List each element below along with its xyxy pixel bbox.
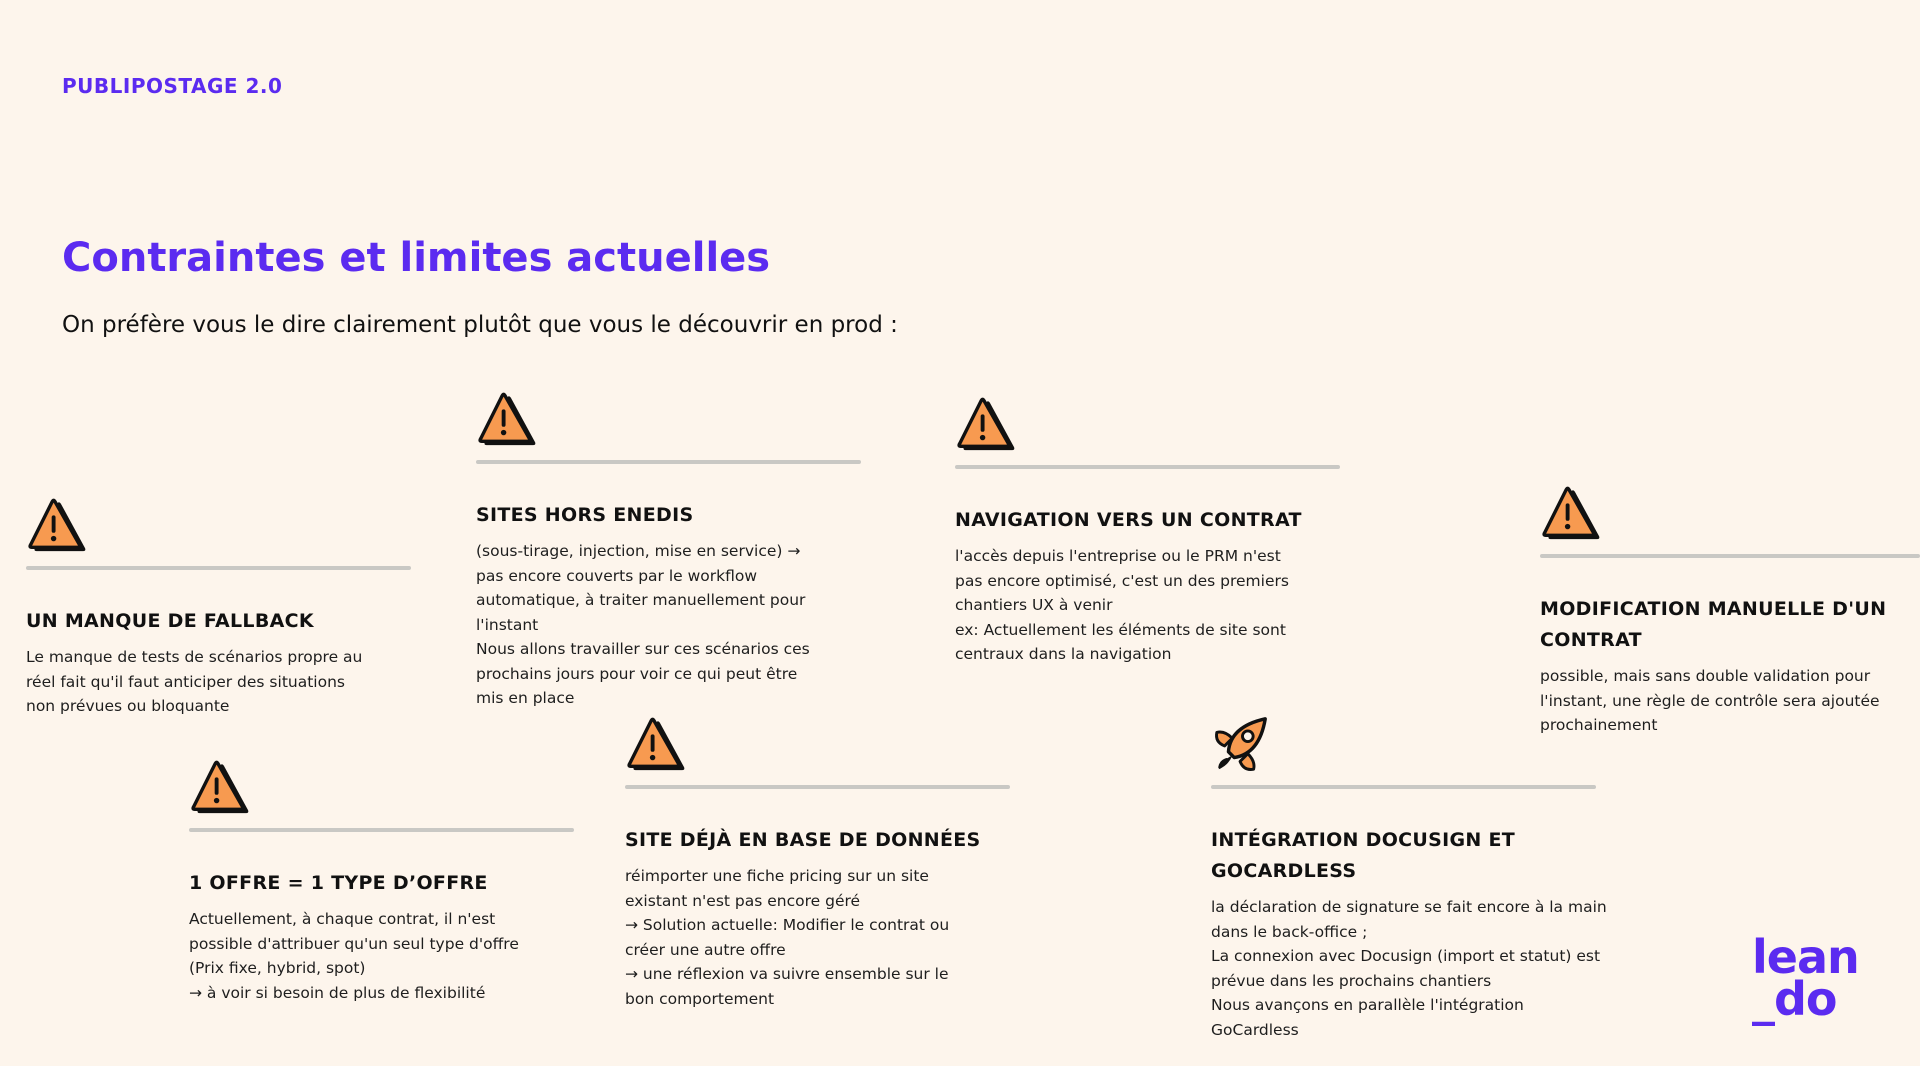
card-line: La connexion avec Docusign (import et statut) est — [1211, 947, 1601, 965]
constraint-card-modification-manuelle — [1540, 482, 1920, 738]
card-title: MODIFICATION MANUELLE D'UN CONTRAT — [1540, 598, 1887, 651]
card-divider — [1540, 554, 1920, 558]
card-line: chantiers UX à venir — [955, 596, 1113, 614]
card-line: Nous allons travailler sur ces scénarios ces — [476, 640, 810, 658]
constraint-card-docusign-gocardless — [1211, 713, 1661, 1042]
card-line: centraux dans la navigation — [955, 645, 1172, 663]
card-divider — [955, 465, 1340, 469]
card-divider — [26, 566, 411, 570]
card-body — [955, 544, 1340, 667]
card-line: l'accès depuis l'entreprise ou le PRM n'est — [955, 547, 1281, 565]
page-subtitle: On préfère vous le dire clairement plutôt que vous le découvrir en prod : — [62, 312, 898, 338]
card-line: créer une autre offre — [625, 940, 786, 959]
card-line: l'instant — [476, 615, 539, 634]
constraint-card-site-deja-en-base — [625, 713, 1010, 1011]
card-line: existant n'est pas encore géré — [625, 891, 861, 910]
card-title: 1 OFFRE = 1 TYPE D’OFFRE — [189, 872, 488, 894]
card-divider — [189, 828, 574, 832]
card-line: Actuellement, à chaque contrat, il n'est — [189, 910, 496, 928]
card-line: Le manque de tests de scénarios propre au — [26, 648, 363, 666]
card-line: possible, mais sans double validation pour — [1540, 667, 1871, 685]
warning-icon — [955, 393, 1017, 455]
card-line: prochainement — [1540, 716, 1658, 734]
card-line: pas encore couverts par le workflow — [476, 566, 758, 585]
card-line: GoCardless — [1211, 1020, 1299, 1039]
card-line: automatique, à traiter manuellement pour — [476, 591, 806, 609]
card-line: réimporter une fiche pricing sur un site — [625, 867, 929, 885]
warning-icon — [625, 713, 687, 775]
card-body — [26, 645, 411, 719]
constraint-card-navigation — [955, 393, 1340, 667]
warning-icon — [189, 756, 251, 818]
card-title: UN MANQUE DE FALLBACK — [26, 610, 314, 632]
card-line: prochains jours pour voir ce qui peut être — [476, 664, 798, 683]
warning-icon — [476, 388, 538, 450]
card-body — [189, 907, 574, 1005]
card-divider — [625, 785, 1010, 789]
card-line: dans le back-office ; — [1211, 922, 1368, 941]
card-line: (sous-tirage, injection, mise en service) → — [476, 542, 801, 560]
card-title: SITES HORS ENEDIS — [476, 504, 694, 526]
warning-icon — [1540, 482, 1602, 544]
card-line: pas encore optimisé, c'est un des premiers — [955, 571, 1289, 590]
card-title: NAVIGATION VERS UN CONTRAT — [955, 509, 1302, 531]
card-body — [1211, 895, 1661, 1042]
card-divider — [476, 460, 861, 464]
card-line: Nous avançons en parallèle l'intégration — [1211, 996, 1524, 1014]
card-title: SITE DÉJÀ EN BASE DE DONNÉES — [625, 829, 981, 851]
logo-line-1: lean — [1752, 930, 1859, 984]
rocket-icon — [1211, 713, 1273, 775]
card-line: non prévues ou bloquante — [26, 697, 230, 715]
card-body — [476, 539, 861, 711]
card-divider — [1211, 785, 1596, 789]
card-line: (Prix fixe, hybrid, spot) — [189, 959, 366, 977]
card-line: → Solution actuelle: Modifier le contrat ou — [625, 916, 950, 934]
card-line: bon comportement — [625, 989, 775, 1008]
card-body — [625, 864, 1010, 1011]
brand-logo — [1752, 930, 1859, 1026]
warning-icon — [26, 494, 88, 556]
card-line: la déclaration de signature se fait encore à la main — [1211, 898, 1607, 916]
card-line: → une réflexion va suivre ensemble sur le — [625, 965, 949, 983]
constraint-card-offre-type — [189, 756, 574, 1005]
card-line: mis en place — [476, 689, 575, 707]
card-line: l'instant, une règle de contrôle sera ajoutée — [1540, 691, 1880, 710]
card-line: ex: Actuellement les éléments de site sont — [955, 620, 1286, 639]
constraint-card-sites-hors-enedis — [476, 388, 861, 711]
card-line: → à voir si besoin de plus de flexibilité — [189, 983, 486, 1002]
logo-line-2: _do — [1752, 972, 1837, 1026]
card-line: prévue dans les prochains chantiers — [1211, 971, 1492, 990]
card-line: réel fait qu'il faut anticiper des situations — [26, 672, 345, 691]
page-title: Contraintes et limites actuelles — [62, 235, 771, 281]
card-line: possible d'attribuer qu'un seul type d'offre — [189, 934, 519, 953]
constraint-card-fallback — [26, 494, 411, 719]
card-title: INTÉGRATION DOCUSIGN ET GOCARDLESS — [1211, 829, 1516, 882]
eyebrow-label: PUBLIPOSTAGE 2.0 — [62, 74, 283, 98]
